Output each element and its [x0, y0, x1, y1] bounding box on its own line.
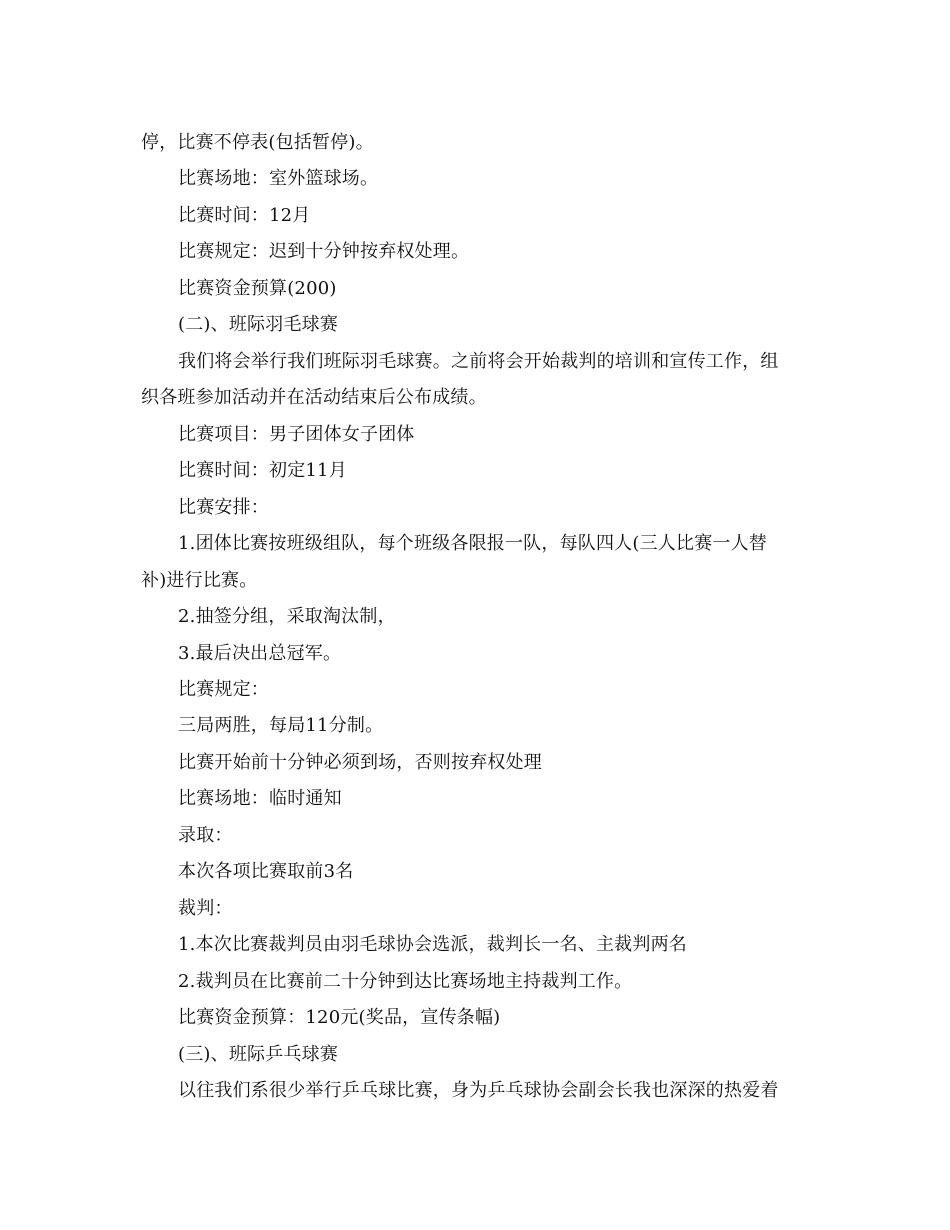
paragraph-line: 我们将会举行我们班际羽毛球赛。之前将会开始裁判的培训和宣传工作，组 — [178, 351, 779, 372]
paragraph-line: 录取： — [178, 825, 233, 846]
paragraph-line: 比赛时间：初定11月 — [178, 460, 347, 481]
paragraph-line: 补)进行比赛。 — [141, 570, 258, 591]
paragraph-line: 比赛开始前十分钟必须到场，否则按弃权处理 — [178, 752, 542, 773]
paragraph-line: 比赛场地：临时通知 — [178, 788, 342, 809]
paragraph-line: 裁判： — [178, 898, 233, 919]
paragraph-line: 织各班参加活动并在活动结束后公布成绩。 — [141, 387, 487, 408]
paragraph-line: 2.裁判员在比赛前二十分钟到达比赛场地主持裁判工作。 — [178, 971, 633, 992]
paragraph-line: 比赛资金预算：120元(奖品，宣传条幅) — [178, 1007, 501, 1028]
paragraph-line: 2.抽签分组，采取淘汰制， — [178, 606, 396, 627]
section-heading: (三)、班际乒乓球赛 — [178, 1044, 339, 1065]
paragraph-line: 1.本次比赛裁判员由羽毛球协会选派，裁判长一名、主裁判两名 — [178, 934, 687, 955]
paragraph-line: 停，比赛不停表(包括暂停)。 — [141, 132, 374, 153]
paragraph-line: 比赛规定：迟到十分钟按弃权处理。 — [178, 241, 470, 262]
paragraph-line: 3.最后决出总冠军。 — [178, 643, 342, 664]
paragraph-line: 比赛规定： — [178, 679, 269, 700]
paragraph-line: 三局两胜，每局11分制。 — [178, 715, 384, 736]
section-heading: (二)、班际羽毛球赛 — [178, 314, 339, 335]
paragraph-line: 比赛资金预算(200) — [178, 278, 337, 299]
paragraph-line: 比赛时间：12月 — [178, 205, 311, 226]
paragraph-line: 比赛场地：室外篮球场。 — [178, 168, 379, 189]
paragraph-line: 以往我们系很少举行乒乓球比赛，身为乒乓球协会副会长我也深深的热爱着 — [178, 1080, 779, 1101]
paragraph-line: 比赛安排： — [178, 497, 269, 518]
paragraph-line: 比赛项目：男子团体女子团体 — [178, 424, 415, 445]
paragraph-line: 本次各项比赛取前3名 — [178, 861, 354, 882]
paragraph-line: 1.团体比赛按班级组队，每个班级各限报一队，每队四人(三人比赛一人替 — [178, 533, 767, 554]
